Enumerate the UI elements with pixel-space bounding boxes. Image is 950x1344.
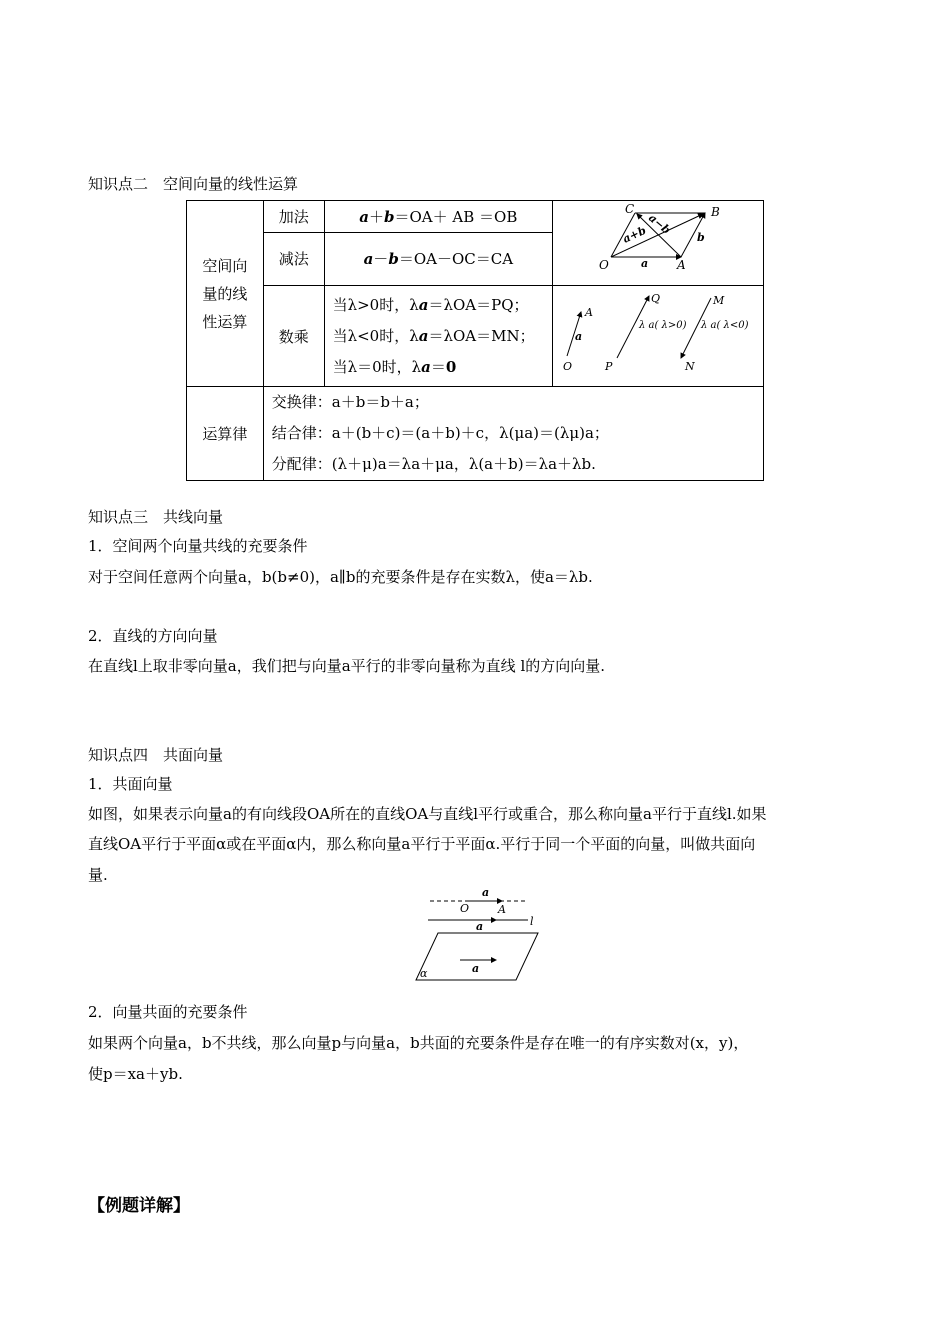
section4-title: 知识点四 共面向量 [88, 746, 224, 764]
add-label: 加法 [263, 201, 324, 233]
fig-label-a-top: a [482, 886, 490, 899]
fig-label-A: A [498, 903, 506, 916]
sub-formula: a－b＝OA－OC＝CA [324, 232, 552, 285]
label-a: a [640, 257, 649, 270]
scalar-figure-cell [552, 286, 763, 387]
label-positive-scalar: λ a( λ>0) [638, 320, 687, 331]
label-Q: Q [650, 292, 661, 305]
fig-label-O: O [460, 902, 470, 915]
label-scalar-A: A [584, 306, 593, 319]
law-associative: 结合律：a＋(b＋c)＝(a＋b)＋c，λ(μa)＝(λμ)a； [271, 424, 609, 442]
section4-item1-text-line3: 量. [88, 866, 108, 884]
group-label-linear-ops: 空间向 量的线 性运算 [187, 201, 264, 387]
parallelogram-figure-cell [552, 201, 763, 286]
label-M: M [712, 294, 725, 307]
law-commutative: 交换律：a＋b＝b＋a； [271, 393, 429, 411]
coplanar-figure [410, 884, 550, 984]
section4-item2-text-line2: 使p＝xa＋yb. [88, 1065, 183, 1083]
label-a-plus-b: a+b [620, 223, 649, 246]
fig-label-l: l [530, 915, 534, 928]
label-N: N [684, 360, 695, 373]
mul-rule-zero: 当λ＝0时，λa＝0 [332, 357, 457, 376]
operation-laws [263, 387, 763, 481]
fig-label-a-plane: a [472, 962, 480, 975]
mul-rule-positive: 当λ>0时，λa＝λOA＝PQ； [332, 295, 529, 314]
section4-item2-title: 2．向量共面的充要条件 [88, 1003, 248, 1021]
label-A: A [676, 258, 686, 272]
mul-rule-negative: 当λ<0时，λa＝λOA＝MN； [332, 326, 535, 345]
mul-rules [324, 286, 552, 387]
section4-item1-text-line1: 如图，如果表示向量a的有向线段OA所在的直线OA与直线l平行或重合，那么称向量a平行于直线l.如果 [88, 805, 767, 823]
examples-heading: 【例题详解】 [88, 1196, 190, 1216]
fig-label-a-mid: a [476, 920, 484, 933]
label-C: C [624, 202, 635, 216]
add-formula: a＋b＝OA＋ AB ＝OB [324, 201, 552, 233]
label-scalar-O: O [562, 360, 573, 373]
section3-title: 知识点三 共线向量 [88, 508, 224, 526]
label-a-minus-b: a−b [646, 211, 673, 237]
section3-item1-text: 对于空间任意两个向量a，b(b≠0)，a∥b的充要条件是存在实数λ，使a＝λb. [88, 568, 593, 586]
section3-item1-title: 1．空间两个向量共线的充要条件 [88, 537, 308, 555]
label-O: O [598, 258, 609, 272]
label-negative-scalar: λ a( λ<0) [700, 320, 749, 331]
label-P: P [604, 360, 613, 373]
parallelogram-figure [553, 201, 761, 281]
label-B: B [710, 205, 720, 219]
section2-title: 知识点二 空间向量的线性运算 [88, 175, 299, 193]
section4-item1-title: 1．共面向量 [88, 775, 173, 793]
fig-label-alpha: α [420, 967, 428, 980]
section4-item2-text-line1: 如果两个向量a，b不共线，那么向量p与向量a，b共面的充要条件是存在唯一的有序实数对(x，y)， [88, 1034, 749, 1052]
scalar-multiplication-figure [553, 286, 761, 382]
group-label-laws: 运算律 [187, 387, 264, 481]
section3-item2-title: 2．直线的方向向量 [88, 627, 218, 645]
label-scalar-a: a [574, 330, 583, 343]
sub-label: 减法 [263, 232, 324, 285]
section4-item1-text-line2: 直线OA平行于平面α或在平面α内，那么称向量a平行于平面α.平行于同一个平面的向量，叫做共面向 [88, 835, 756, 853]
linear-operations-table [186, 200, 764, 481]
mul-label: 数乘 [263, 286, 324, 387]
label-b: b [696, 231, 705, 244]
law-distributive: 分配律：(λ＋μ)a＝λa＋μa，λ(a＋b)＝λa＋λb. [271, 455, 596, 473]
section3-item2-text: 在直线l上取非零向量a，我们把与向量a平行的非零向量称为直线 l的方向向量. [88, 657, 606, 675]
